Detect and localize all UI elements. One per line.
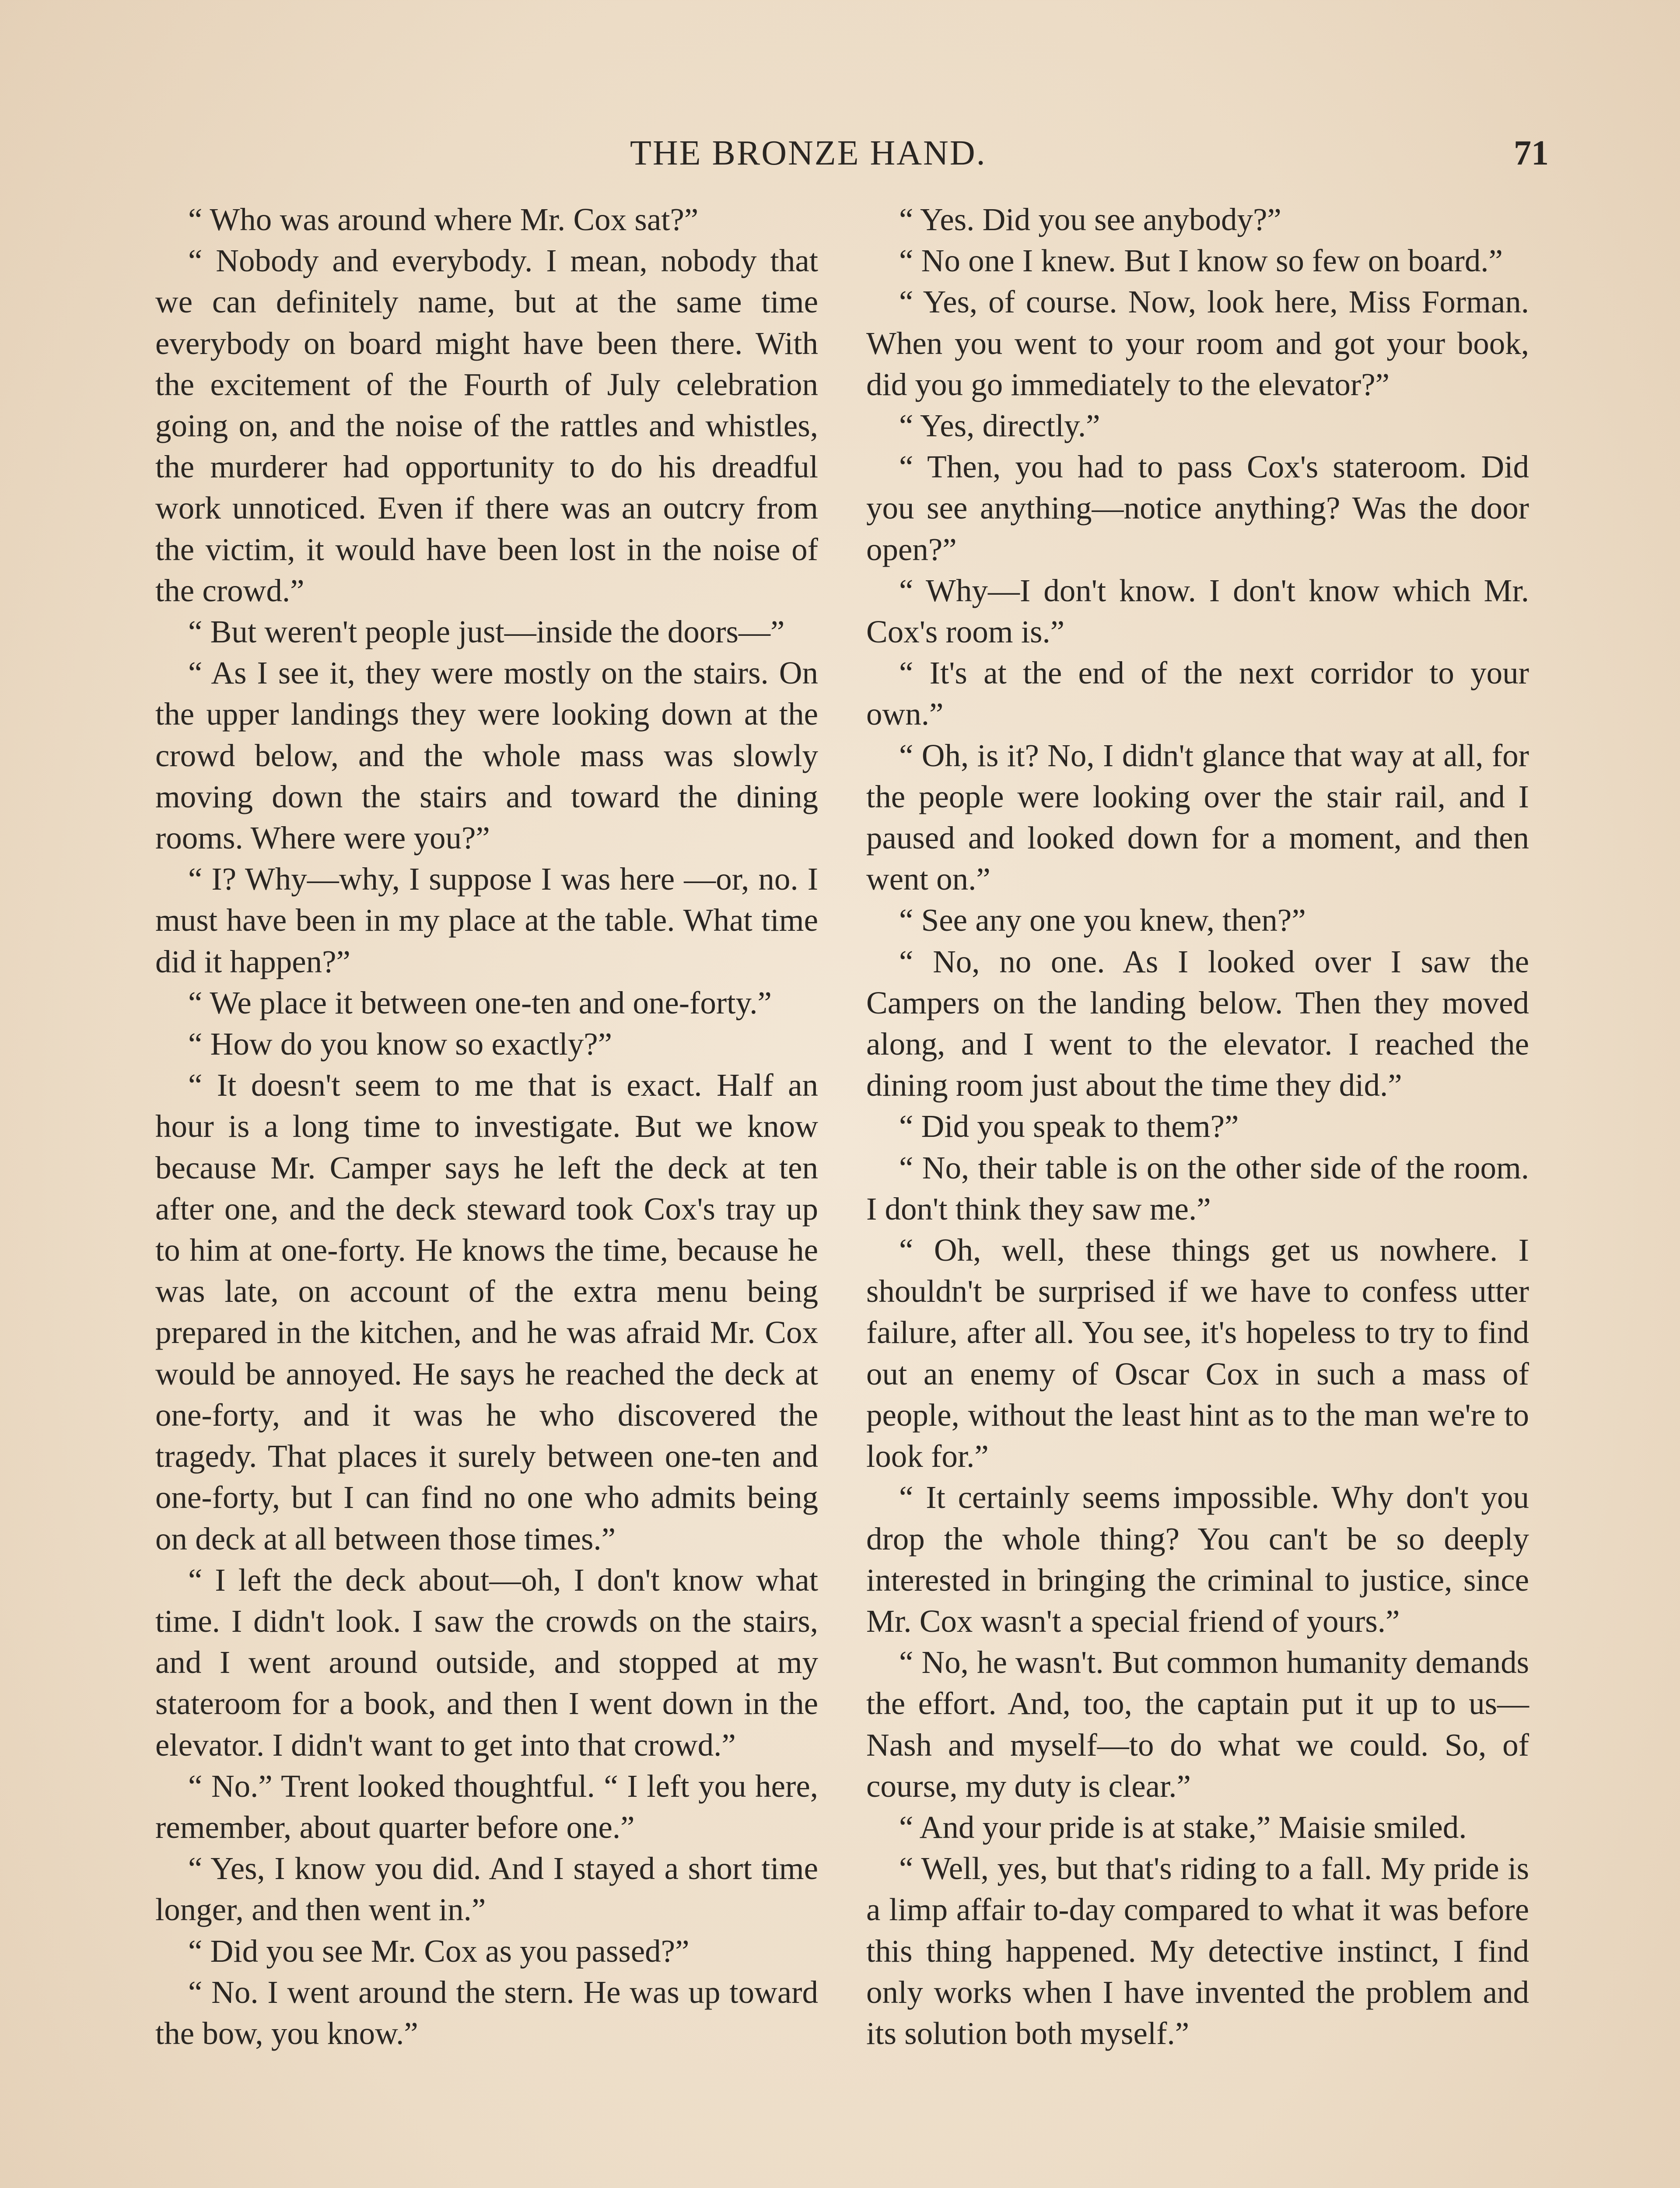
page-header bbox=[0, 127, 1680, 179]
running-head: THE BRONZE HAND. bbox=[630, 134, 987, 172]
paragraph: “ Then, you had to pass Cox's stateroom. Did you see anything—notice anything? Was the door open?” bbox=[866, 449, 1529, 567]
paragraph: “ No, no one. As I looked over I saw the Campers on the landing below. Then they moved along, and I went to the elevator. I reached the dining room just about the time they did.” bbox=[866, 943, 1529, 1103]
paragraph: “ I left the deck about—oh, I don't know what time. I didn't look. I saw the crowds on the stairs, and I went around outside, and stopped at my stateroom for a book, and then I went down in the elevator. I didn't want to get into that crowd.” bbox=[155, 1562, 818, 1763]
paragraph: “ No.” Trent looked thoughtful. “ I left you here, remember, about quarter before one.” bbox=[155, 1768, 818, 1845]
paragraph: “ Oh, well, these things get us nowhere. I shouldn't be surprised if we have to confess utter failure, after all. You see, it's hopeless to try to find out an enemy of Oscar Cox in such a mass of people, without the least hint as to the man we're to look for.” bbox=[866, 1232, 1529, 1474]
paragraph: “ Yes, I know you did. And I stayed a short time longer, and then went in.” bbox=[155, 1851, 818, 1928]
paragraph: “ It's at the end of the next corridor to your own.” bbox=[866, 655, 1529, 732]
paragraph: “ See any one you knew, then?” bbox=[899, 902, 1306, 938]
paragraph: “ No, he wasn't. But common humanity demands the effort. And, too, the captain put it up to us—Nash and myself—to do what we could. So, of course, my duty is clear.” bbox=[866, 1645, 1529, 1804]
paragraph: “ No one I knew. But I know so few on board.” bbox=[899, 243, 1503, 279]
paragraph: “ Did you see Mr. Cox as you passed?” bbox=[188, 1933, 690, 1969]
paragraph: “ Yes. Did you see anybody?” bbox=[899, 202, 1281, 237]
paragraph: “ Yes, of course. Now, look here, Miss Forman. When you went to your room and got your book, did you go immediately to the elevator?” bbox=[866, 284, 1529, 402]
paragraph: “ Yes, directly.” bbox=[899, 408, 1100, 444]
page-number: 71 bbox=[1514, 134, 1549, 172]
paragraph: “ As I see it, they were mostly on the stairs. On the upper landings they were looking down at the crowd below, and the whole mass was slowly moving down the stairs and toward the dining rooms. Where were you?” bbox=[155, 655, 818, 856]
paragraph: “ Well, yes, but that's riding to a fall. My pride is a limp affair to-day compared to what it was before this thing happened. My detective instinct, I find only works when I have invented the problem and its solution both myself.” bbox=[866, 1851, 1529, 2051]
paragraph: “ No, their table is on the other side of the room. I don't think they saw me.” bbox=[866, 1150, 1529, 1227]
paragraph: “ And your pride is at stake,” Maisie smiled. bbox=[899, 1809, 1467, 1845]
paragraph: “ Who was around where Mr. Cox sat?” bbox=[188, 202, 699, 237]
paragraph: “ Why—I don't know. I don't know which Mr. Cox's room is.” bbox=[866, 572, 1529, 650]
paragraph: “ Did you speak to them?” bbox=[899, 1108, 1239, 1144]
left-text-column bbox=[155, 199, 818, 2054]
right-text-column bbox=[866, 199, 1529, 2054]
paragraph: “ No. I went around the stern. He was up toward the bow, you know.” bbox=[155, 1974, 818, 2051]
paragraph: “ I? Why—why, I suppose I was here —or, no. I must have been in my place at the table. What time did it happen?” bbox=[155, 861, 818, 979]
paragraph: “ How do you know so exactly?” bbox=[188, 1026, 612, 1062]
paragraph: “ But weren't people just—inside the doors—” bbox=[188, 614, 785, 650]
paragraph: “ We place it between one-ten and one-forty.” bbox=[188, 985, 772, 1020]
paragraph: “ Oh, is it? No, I didn't glance that way at all, for the people were looking over the stair rail, and I paused and looked down for a moment, and then went on.” bbox=[866, 737, 1529, 897]
paragraph: “ Nobody and everybody. I mean, nobody that we can definitely name, but at the same time everybody on board might have been there. With the excitement of the Fourth of July celebration going on, and the noise of the rattles and whistles, the murderer had opportunity to do his dreadful work unnoticed. Even if there was an outcry from the victim, it would have been lost in the noise of the crowd.” bbox=[155, 243, 818, 608]
paragraph: “ It doesn't seem to me that is exact. Half an hour is a long time to investigate. But we know because Mr. Camper says he left the deck at ten after one, and the deck steward took Cox's tray up to him at one-forty. He knows the time, because he was late, on account of the extra menu being prepared in the kitchen, and he was afraid Mr. Cox would be annoyed. He says he reached the deck at one-forty, and it was he who discovered the tragedy. That places it surely between one-ten and one-forty, but I can find no one who admits being on deck at all between those times.” bbox=[155, 1067, 818, 1557]
paragraph: “ It certainly seems impossible. Why don't you drop the whole thing? You can't be so deeply interested in bringing the criminal to justice, since Mr. Cox wasn't a special friend of yours.” bbox=[866, 1480, 1529, 1639]
